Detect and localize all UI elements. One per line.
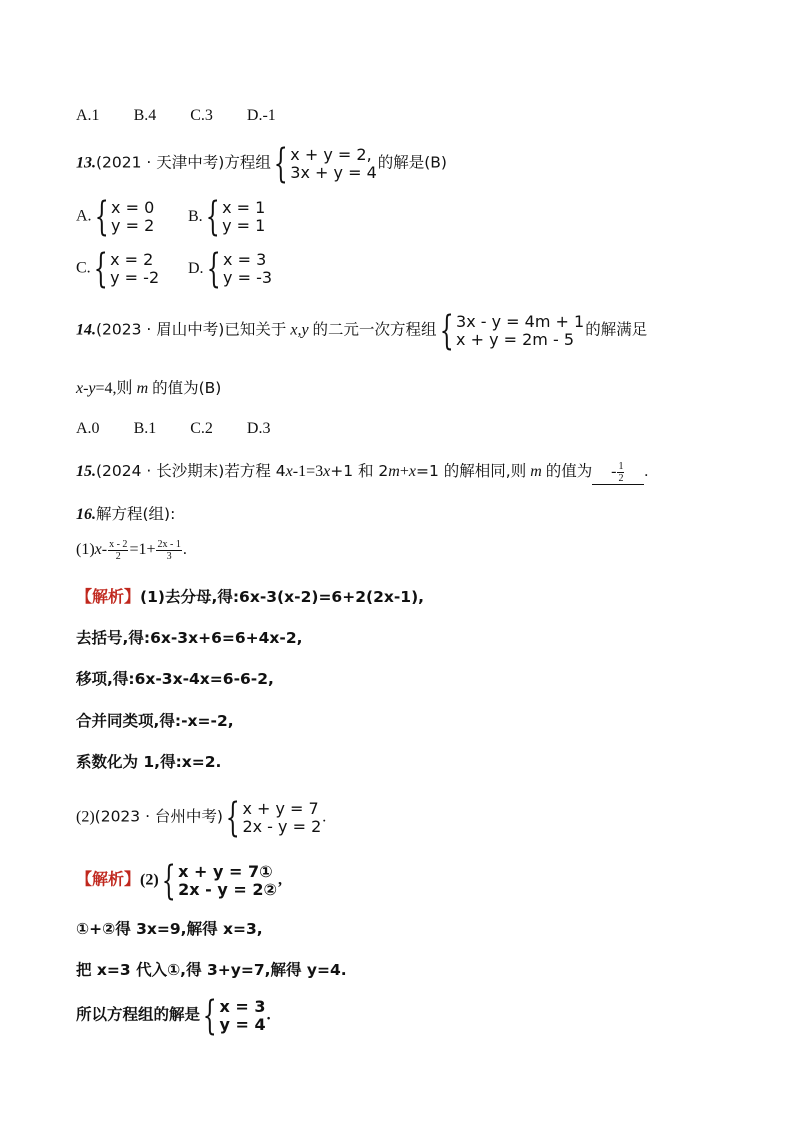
q14-vars: x,y: [290, 321, 309, 339]
fraction-denominator: 2: [115, 551, 121, 562]
q13-option-c-eq2: y = -2: [110, 268, 160, 287]
q15-answer-fraction: [617, 461, 624, 484]
q13-option-d-eq2: y = -3: [223, 268, 273, 287]
q15-text-2: -1=3: [292, 463, 324, 481]
q15-answer-blank: [592, 461, 644, 485]
q13-option-a-label: A.: [76, 207, 92, 225]
q16-title-text: 解方程(组):: [96, 505, 176, 523]
q13-option-a-eq1: x = 0: [111, 198, 155, 217]
q16-part2-label: (2): [76, 808, 95, 826]
q14-tail: 的解满足: [585, 320, 648, 339]
q16-part1-x: x: [94, 541, 102, 559]
q12-options: [76, 106, 306, 126]
q16-part2-eq1: x + y = 7: [242, 799, 319, 818]
q13-option-d-eq1: x = 3: [223, 250, 267, 269]
brace-symbol: {: [439, 308, 454, 354]
q13-option-c-label: C.: [76, 259, 91, 277]
q14-var-m: m: [136, 380, 149, 397]
q15-text-1: 若方程 4: [224, 462, 286, 481]
q13-option-d: [188, 246, 273, 292]
q13-system: [272, 141, 377, 187]
q14-number: 14.: [76, 321, 96, 339]
q16-part2-source: (2023 · 台州中考): [94, 807, 223, 826]
q15-stem: [76, 461, 648, 485]
q15-answer-numerator: 1: [618, 461, 624, 472]
q12-option-a: A.1: [76, 107, 100, 124]
brace-symbol: {: [205, 194, 220, 240]
q13-option-c: [76, 246, 188, 292]
q15-x3: x: [408, 463, 416, 481]
q13-tail: 的解是(B): [377, 153, 447, 172]
q13-option-b-eq1: x = 1: [222, 198, 266, 217]
solution-step1: (1)去分母,得:6x-3(x-2)=6+2(2x-1),: [140, 588, 425, 606]
final-eq2: y = 4: [219, 1015, 266, 1034]
brace-symbol: {: [206, 246, 221, 292]
solution2-system: [160, 858, 278, 904]
q13-option-a: [76, 194, 188, 240]
brace-symbol: {: [225, 795, 240, 841]
fraction-numerator: 2x - 1: [157, 539, 181, 550]
q15-text-6: 的值为: [545, 462, 593, 481]
solution-tag: 【解析】: [76, 869, 141, 889]
q15-answer-denominator: 2: [618, 473, 624, 484]
q14-line2-tail: 的值为(B): [152, 379, 222, 397]
q14-line2: [76, 378, 221, 399]
q13-source: (2021 · 天津中考): [96, 153, 225, 172]
q16-title: [76, 504, 175, 525]
solution-step3: 移项,得:6x-3x-4x=6-6-2,: [76, 670, 274, 688]
q14-eq2: x + y = 2m - 5: [456, 330, 574, 349]
q15-text-5: =1 的解相同,则: [415, 462, 527, 481]
brace-symbol: {: [202, 993, 217, 1039]
q14-text-a: 已知关于: [224, 320, 287, 339]
brace-symbol: {: [94, 194, 109, 240]
q14-text-b: 的二元一次方程组: [312, 320, 437, 339]
q16-part2-system: [224, 795, 322, 841]
q16-number: 16.: [76, 506, 96, 523]
q13-option-d-label: D.: [188, 259, 204, 277]
q14-system: [438, 308, 585, 354]
final-end: .: [266, 1006, 271, 1024]
q16-part1-fraction1: [108, 539, 128, 562]
q14-source: (2023 · 眉山中考): [96, 320, 225, 339]
q13-stem: [76, 141, 447, 187]
q13-option-b-label: B.: [188, 207, 203, 225]
q16-part1-mid: =1+: [129, 541, 156, 559]
solution-step4: 合并同类项,得:-x=-2,: [76, 712, 234, 730]
final-eq1: x = 3: [219, 997, 266, 1016]
fraction-denominator: 3: [166, 551, 172, 562]
q15-m1: m: [388, 463, 400, 481]
q13-option-b-eq2: y = 1: [222, 216, 266, 235]
solution-step7: 把 x=3 代入①,得 3+y=7,解得 y=4.: [76, 961, 347, 979]
q16-solution-line1: [76, 587, 424, 608]
q13-options-row2: [76, 246, 273, 292]
q13-eq1: x + y = 2,: [290, 145, 372, 164]
q15-number: 15.: [76, 463, 96, 481]
q16-solution2-line1: [76, 858, 283, 904]
brace-symbol: {: [93, 246, 108, 292]
solution-tag: 【解析】: [76, 587, 141, 606]
q16-part2-end: .: [322, 808, 327, 826]
solution2-eq2: 2x - y = 2②: [178, 880, 278, 899]
solution-step8: 所以方程组的解是: [76, 1005, 201, 1024]
q14-condition: x-y: [76, 380, 96, 397]
q16-part1-end: .: [182, 541, 187, 559]
q15-x2: x: [323, 463, 331, 481]
brace-symbol: {: [273, 141, 288, 187]
q13-option-c-eq1: x = 2: [110, 250, 154, 269]
q16-part2: [76, 795, 327, 841]
brace-symbol: {: [161, 858, 176, 904]
q14-options: [76, 419, 300, 439]
q16-part2-eq2: 2x - y = 2: [242, 817, 322, 836]
q14-condition-rest: =4,则: [95, 380, 133, 397]
q13-eq2: 3x + y = 4: [290, 163, 377, 182]
solution2-eq1: x + y = 7①: [178, 862, 273, 881]
q15-source: (2024 · 长沙期末): [96, 462, 225, 481]
q13-options-row1: [76, 194, 266, 240]
q13-option-a-eq2: y = 2: [111, 216, 155, 235]
solution2-label: (2): [140, 871, 159, 889]
q13-text: 方程组: [224, 153, 271, 172]
q14-option-c: C.2: [190, 420, 213, 437]
q16-part1-minus: -: [101, 541, 108, 559]
q14-option-b: B.1: [133, 420, 157, 437]
q15-x1: x: [285, 463, 293, 481]
solution-step6: ①+②得 3x=9,解得 x=3,: [76, 920, 263, 938]
q15-text-4: +: [399, 463, 409, 481]
q12-option-d: D.-1: [246, 107, 276, 124]
q16-part1: [76, 539, 187, 562]
solution2-end: ,: [278, 871, 283, 889]
q14-stem: [76, 308, 648, 354]
q14-eq1: 3x - y = 4m + 1: [456, 312, 585, 331]
q12-option-c: C.3: [190, 107, 213, 124]
q12-option-b: B.4: [133, 107, 157, 124]
fraction-numerator: x - 2: [109, 539, 128, 550]
q13-option-b: [188, 194, 266, 240]
solution-step5: 系数化为 1,得:x=2.: [76, 753, 222, 771]
q15-m2: m: [530, 463, 542, 481]
q16-final-answer: [76, 993, 271, 1039]
q15-text-3: +1 和 2: [330, 462, 389, 481]
q16-part1-label: (1): [76, 541, 95, 559]
q15-answer-sign: -: [611, 463, 617, 481]
final-system: [201, 993, 266, 1039]
solution-step2: 去括号,得:6x-3x+6=6+4x-2,: [76, 629, 303, 647]
q15-end: .: [644, 463, 649, 481]
q14-option-a: A.0: [76, 420, 100, 437]
q16-part1-fraction2: [156, 539, 181, 562]
q13-number: 13.: [76, 154, 96, 172]
q14-option-d: D.3: [246, 420, 271, 437]
